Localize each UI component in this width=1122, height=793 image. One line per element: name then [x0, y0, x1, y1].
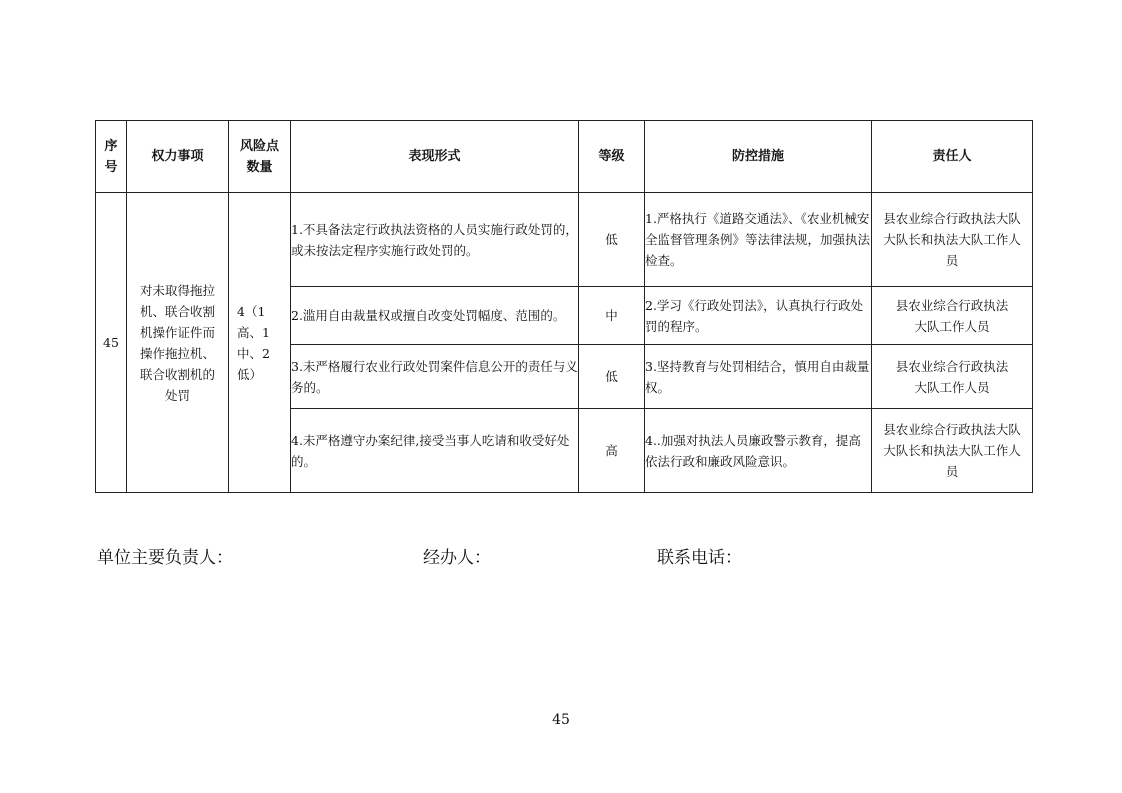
measure-cell: 2.学习《行政处罚法》，认真执行行政处罚的程序。 [645, 287, 872, 345]
item-cell: 对未取得拖拉机、联合收割机操作证件而操作拖拉机、联合收割机的处罚 [127, 193, 229, 493]
person-cell: 县农业综合行政执法大队工作人员 [872, 345, 1033, 409]
level-cell: 低 [579, 345, 645, 409]
person-cell: 县农业综合行政执法大队大队长和执法大队工作人员 [872, 409, 1033, 493]
level-cell: 低 [579, 193, 645, 287]
form-cell: 3.未严格履行农业行政处罚案件信息公开的责任与义务的。 [291, 345, 579, 409]
level-cell: 中 [579, 287, 645, 345]
header-count: 风险点数量 [229, 121, 291, 193]
table-header-row [96, 121, 1033, 193]
risk-table [95, 120, 1033, 493]
header-person: 责任人 [872, 121, 1033, 193]
count-cell: 4（1 高、1 中、2 低） [229, 193, 291, 493]
form-cell: 4.未严格遵守办案纪律,接受当事人吃请和收受好处的。 [291, 409, 579, 493]
phone-label: 联系电话： [657, 548, 742, 568]
header-seq: 序号 [96, 121, 127, 193]
measure-cell: 1.严格执行《道路交通法》、《农业机械安全监督管理条例》等法律法规，加强执法检查。 [645, 193, 872, 287]
seq-cell: 45 [96, 193, 127, 493]
handler-signature-label: 经办人： [423, 548, 491, 568]
header-form: 表现形式 [291, 121, 579, 193]
person-cell: 县农业综合行政执法大队工作人员 [872, 287, 1033, 345]
table-row [96, 193, 1033, 287]
level-cell: 高 [579, 409, 645, 493]
form-cell: 1.不具备法定行政执法资格的人员实施行政处罚的，或未按法定程序实施行政处罚的。 [291, 193, 579, 287]
person-cell: 县农业综合行政执法大队大队长和执法大队工作人员 [872, 193, 1033, 287]
measure-cell: 3.坚持教育与处罚相结合，慎用自由裁量权。 [645, 345, 872, 409]
header-measures: 防控措施 [645, 121, 872, 193]
header-level: 等级 [579, 121, 645, 193]
header-item: 权力事项 [127, 121, 229, 193]
measure-cell: 4..加强对执法人员廉政警示教育，提高依法行政和廉政风险意识。 [645, 409, 872, 493]
form-cell: 2.滥用自由裁量权或擅自改变处罚幅度、范围的。 [291, 287, 579, 345]
page-number: 45 [552, 712, 570, 728]
leader-signature-label: 单位主要负责人： [97, 548, 233, 568]
